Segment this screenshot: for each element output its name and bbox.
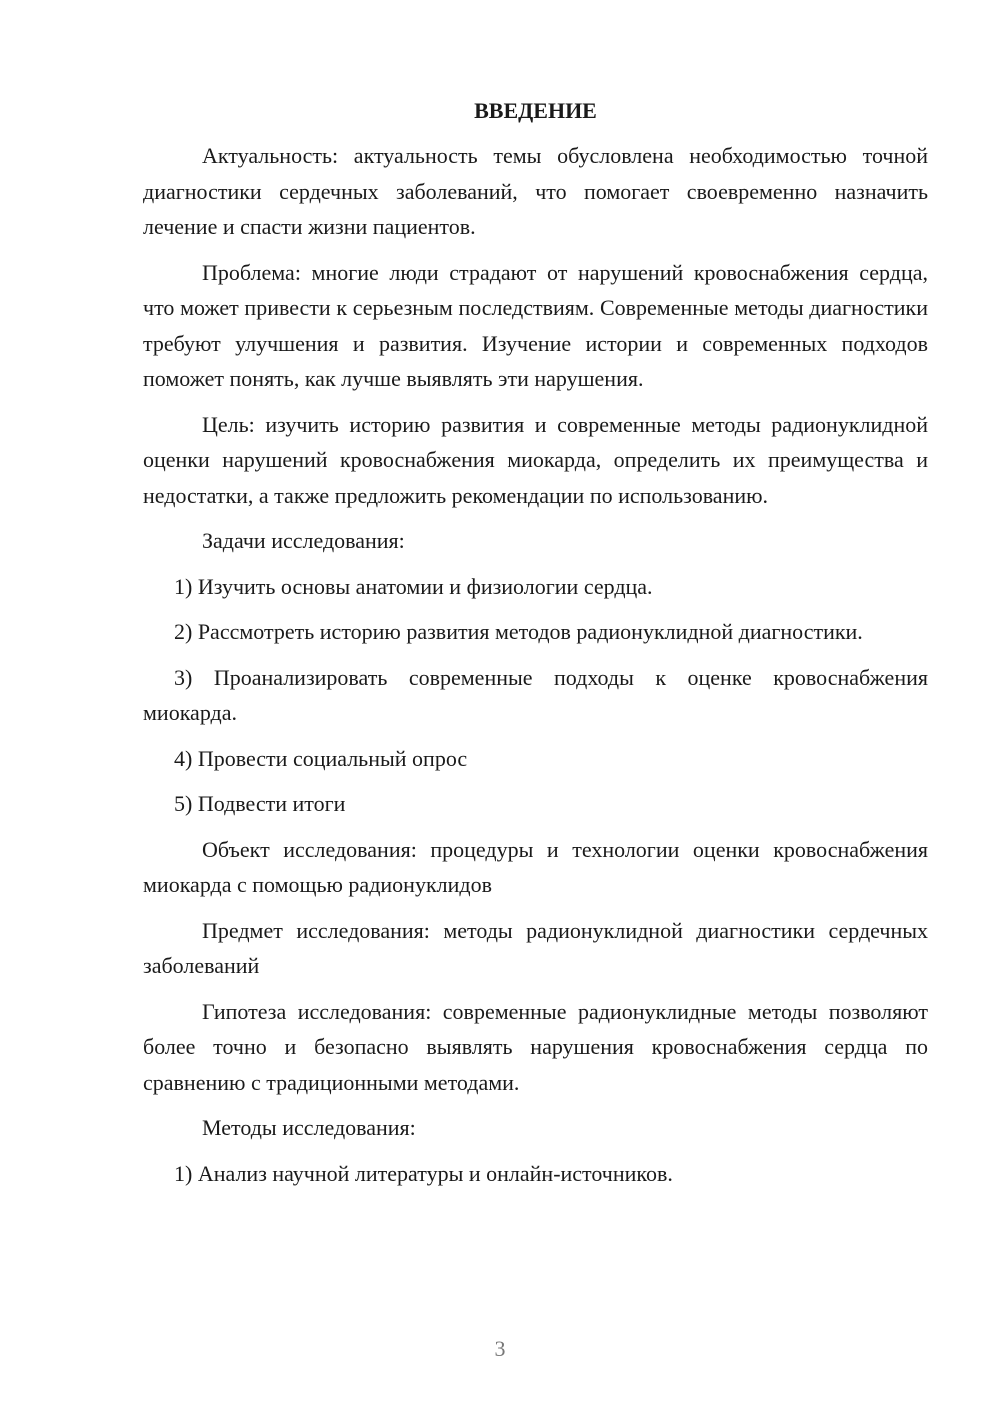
page-number: 3 — [494, 1336, 506, 1361]
task-item: 5) Подвести итоги — [174, 791, 346, 816]
section-title: ВВЕДЕНИЕ — [474, 98, 597, 123]
subject-paragraph: Предмет исследования: методы радионуклидной диагностики сердечных заболеваний — [143, 917, 928, 978]
task-item: 4) Провести социальный опрос — [174, 745, 468, 771]
task-item: 3) Проанализировать современные подходы к оценке кровоснабжения миокарда. — [143, 664, 928, 725]
methods-heading: Методы исследования: — [202, 1115, 416, 1140]
tasks-heading: Задачи исследования: — [202, 528, 405, 553]
method-item: 1) Анализ научной литературы и онлайн-источников. — [174, 1160, 673, 1186]
goal-paragraph: Цель: изучить историю развития и современные методы радионуклидной оценки нарушений кровоснабжения миокарда, определить их преимущества и недостатки, а также предложить рекомендации по использованию. — [143, 411, 928, 508]
task-item: 1) Изучить основы анатомии и физиологии сердца. — [174, 573, 653, 599]
hypothesis-paragraph: Гипотеза исследования: современные радионуклидные методы позволяют более точно и безопасно выявлять нарушения кровоснабжения сердца по сравнению с традиционными методами. — [143, 998, 928, 1095]
problem-paragraph: Проблема: многие люди страдают от нарушений кровоснабжения сердца, что может привести к серьезным последствиям. Современные методы диагностики требуют улучшения и развития. Изучение истории и современных подходов поможет понять, как лучше выявлять эти нарушения. — [143, 259, 928, 391]
task-item: 2) Рассмотреть историю развития методов радионуклидной диагностики. — [174, 619, 863, 644]
relevance-paragraph: Актуальность: актуальность темы обусловлена необходимостью точной диагностики сердечных заболеваний, что помогает своевременно назначить лечение и спасти жизни пациентов. — [143, 143, 928, 239]
object-paragraph: Объект исследования: процедуры и технологии оценки кровоснабжения миокарда с помощью радионуклидов — [143, 836, 928, 897]
document-page — [143, 93, 928, 1201]
